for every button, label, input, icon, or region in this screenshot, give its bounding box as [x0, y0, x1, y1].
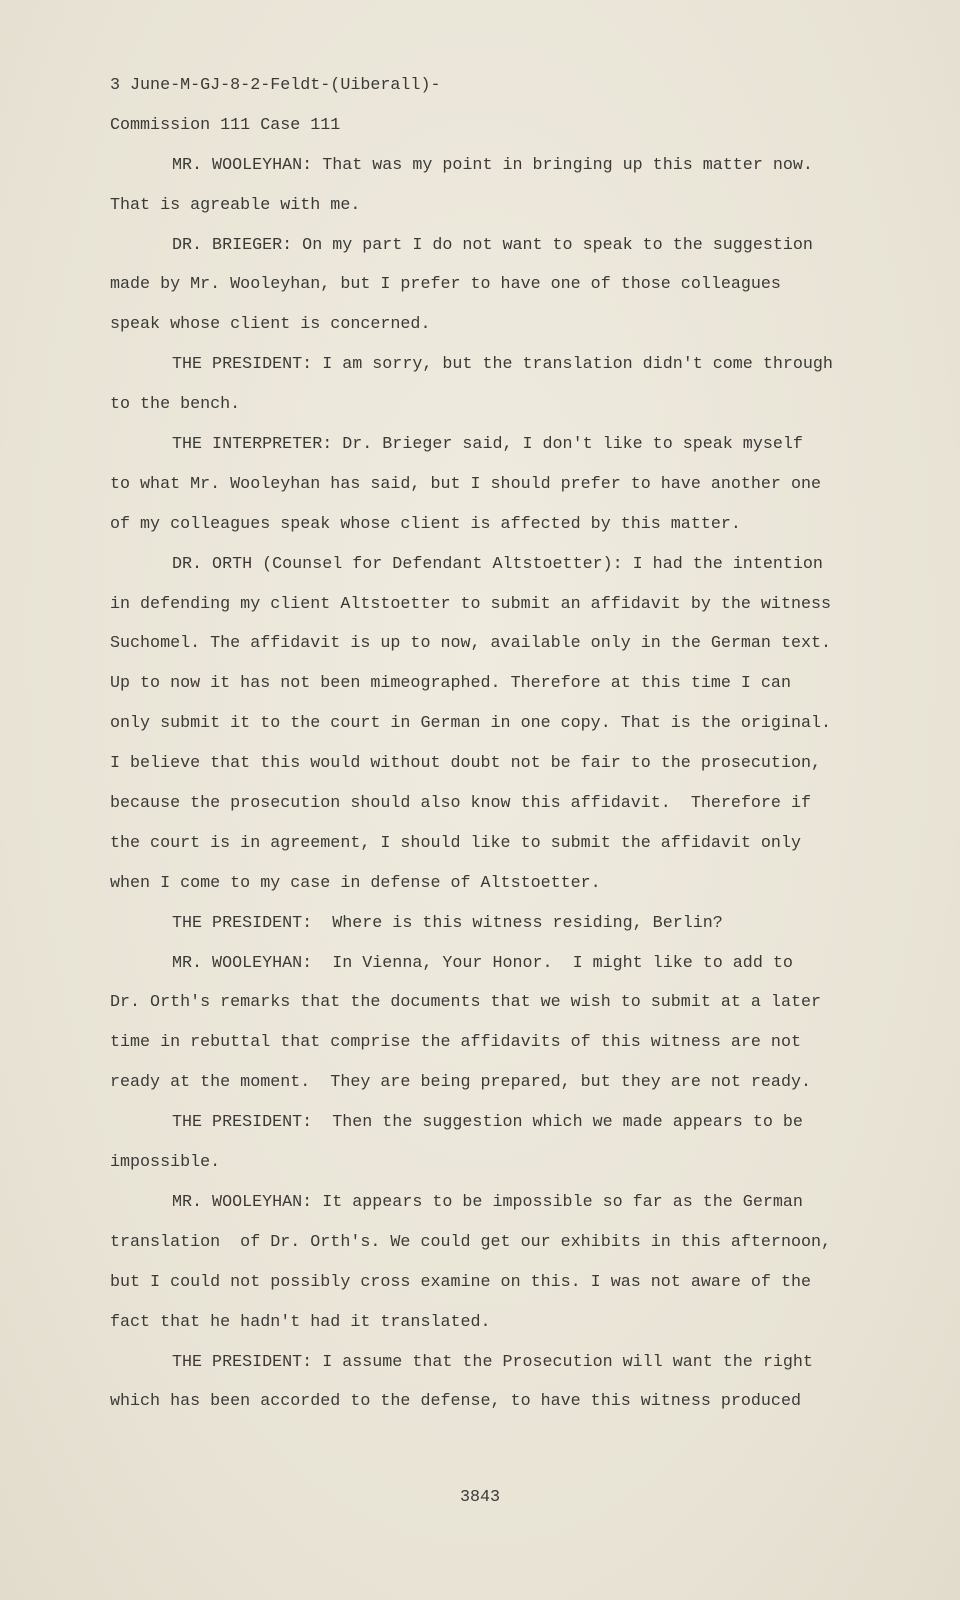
- page-number: 3843: [459, 1488, 501, 1507]
- transcript-line: of my colleagues speak whose client is affected by this matter.: [110, 514, 741, 534]
- transcript-line: which has been accorded to the defense, to have this witness produced: [110, 1392, 801, 1412]
- transcript-line: That is agreable with me.: [110, 195, 361, 215]
- transcript-line: THE PRESIDENT: I am sorry, but the translation didn't come through: [172, 355, 833, 375]
- transcript-line: THE PRESIDENT: Where is this witness residing, Berlin?: [172, 913, 723, 933]
- transcript-line: but I could not possibly cross examine on this. I was not aware of the: [110, 1272, 811, 1292]
- transcript-line: DR. ORTH (Counsel for Defendant Altstoetter): I had the intention: [172, 554, 823, 574]
- transcript-line: MR. WOOLEYHAN: It appears to be impossible so far as the German: [172, 1192, 803, 1212]
- header-case: Commission 111 Case 111: [110, 115, 341, 135]
- transcript-line: translation of Dr. Orth's. We could get our exhibits in this afternoon,: [110, 1232, 832, 1252]
- transcript-line: MR. WOOLEYHAN: That was my point in bringing up this matter now.: [172, 155, 813, 175]
- transcript-line: ready at the moment. They are being prepared, but they are not ready.: [110, 1073, 811, 1093]
- transcript-line: THE PRESIDENT: Then the suggestion which we made appears to be: [172, 1113, 803, 1133]
- header-reference: 3 June-M-GJ-8-2-Feldt-(Uiberall)-: [110, 76, 441, 95]
- transcript-line: the court is in agreement, I should like to submit the affidavit only: [110, 833, 801, 853]
- transcript-line: because the prosecution should also know this affidavit. Therefore if: [110, 794, 811, 814]
- transcript-line: when I come to my case in defense of Altstoetter.: [110, 873, 601, 893]
- transcript-line: made by Mr. Wooleyhan, but I prefer to have one of those colleagues: [110, 275, 781, 295]
- transcript-line: in defending my client Altstoetter to submit an affidavit by the witness: [110, 594, 832, 614]
- transcript-line: THE INTERPRETER: Dr. Brieger said, I don't like to speak myself: [172, 435, 803, 455]
- transcript-line: THE PRESIDENT: I assume that the Prosecution will want the right: [172, 1352, 813, 1372]
- transcript-line: I believe that this would without doubt not be fair to the prosecution,: [110, 754, 822, 774]
- transcript-line: only submit it to the court in German in one copy. That is the original.: [110, 714, 832, 734]
- transcript-line: to the bench.: [110, 395, 241, 415]
- transcript-line: MR. WOOLEYHAN: In Vienna, Your Honor. I might like to add to: [172, 953, 793, 973]
- transcript-line: Dr. Orth's remarks that the documents that we wish to submit at a later: [110, 993, 822, 1013]
- transcript-line: speak whose client is concerned.: [110, 315, 431, 335]
- transcript-body: [110, 66, 890, 1422]
- transcript-line: fact that he hadn't had it translated.: [110, 1312, 491, 1332]
- transcript-line: Up to now it has not been mimeographed. Therefore at this time I can: [110, 674, 791, 694]
- transcript-line: time in rebuttal that comprise the affidavits of this witness are not: [110, 1033, 801, 1053]
- transcript-line: Suchomel. The affidavit is up to now, available only in the German text.: [110, 634, 832, 654]
- transcript-line: to what Mr. Wooleyhan has said, but I should prefer to have another one: [110, 474, 822, 494]
- transcript-line: impossible.: [110, 1153, 221, 1173]
- transcript-line: DR. BRIEGER: On my part I do not want to speak to the suggestion: [172, 235, 813, 255]
